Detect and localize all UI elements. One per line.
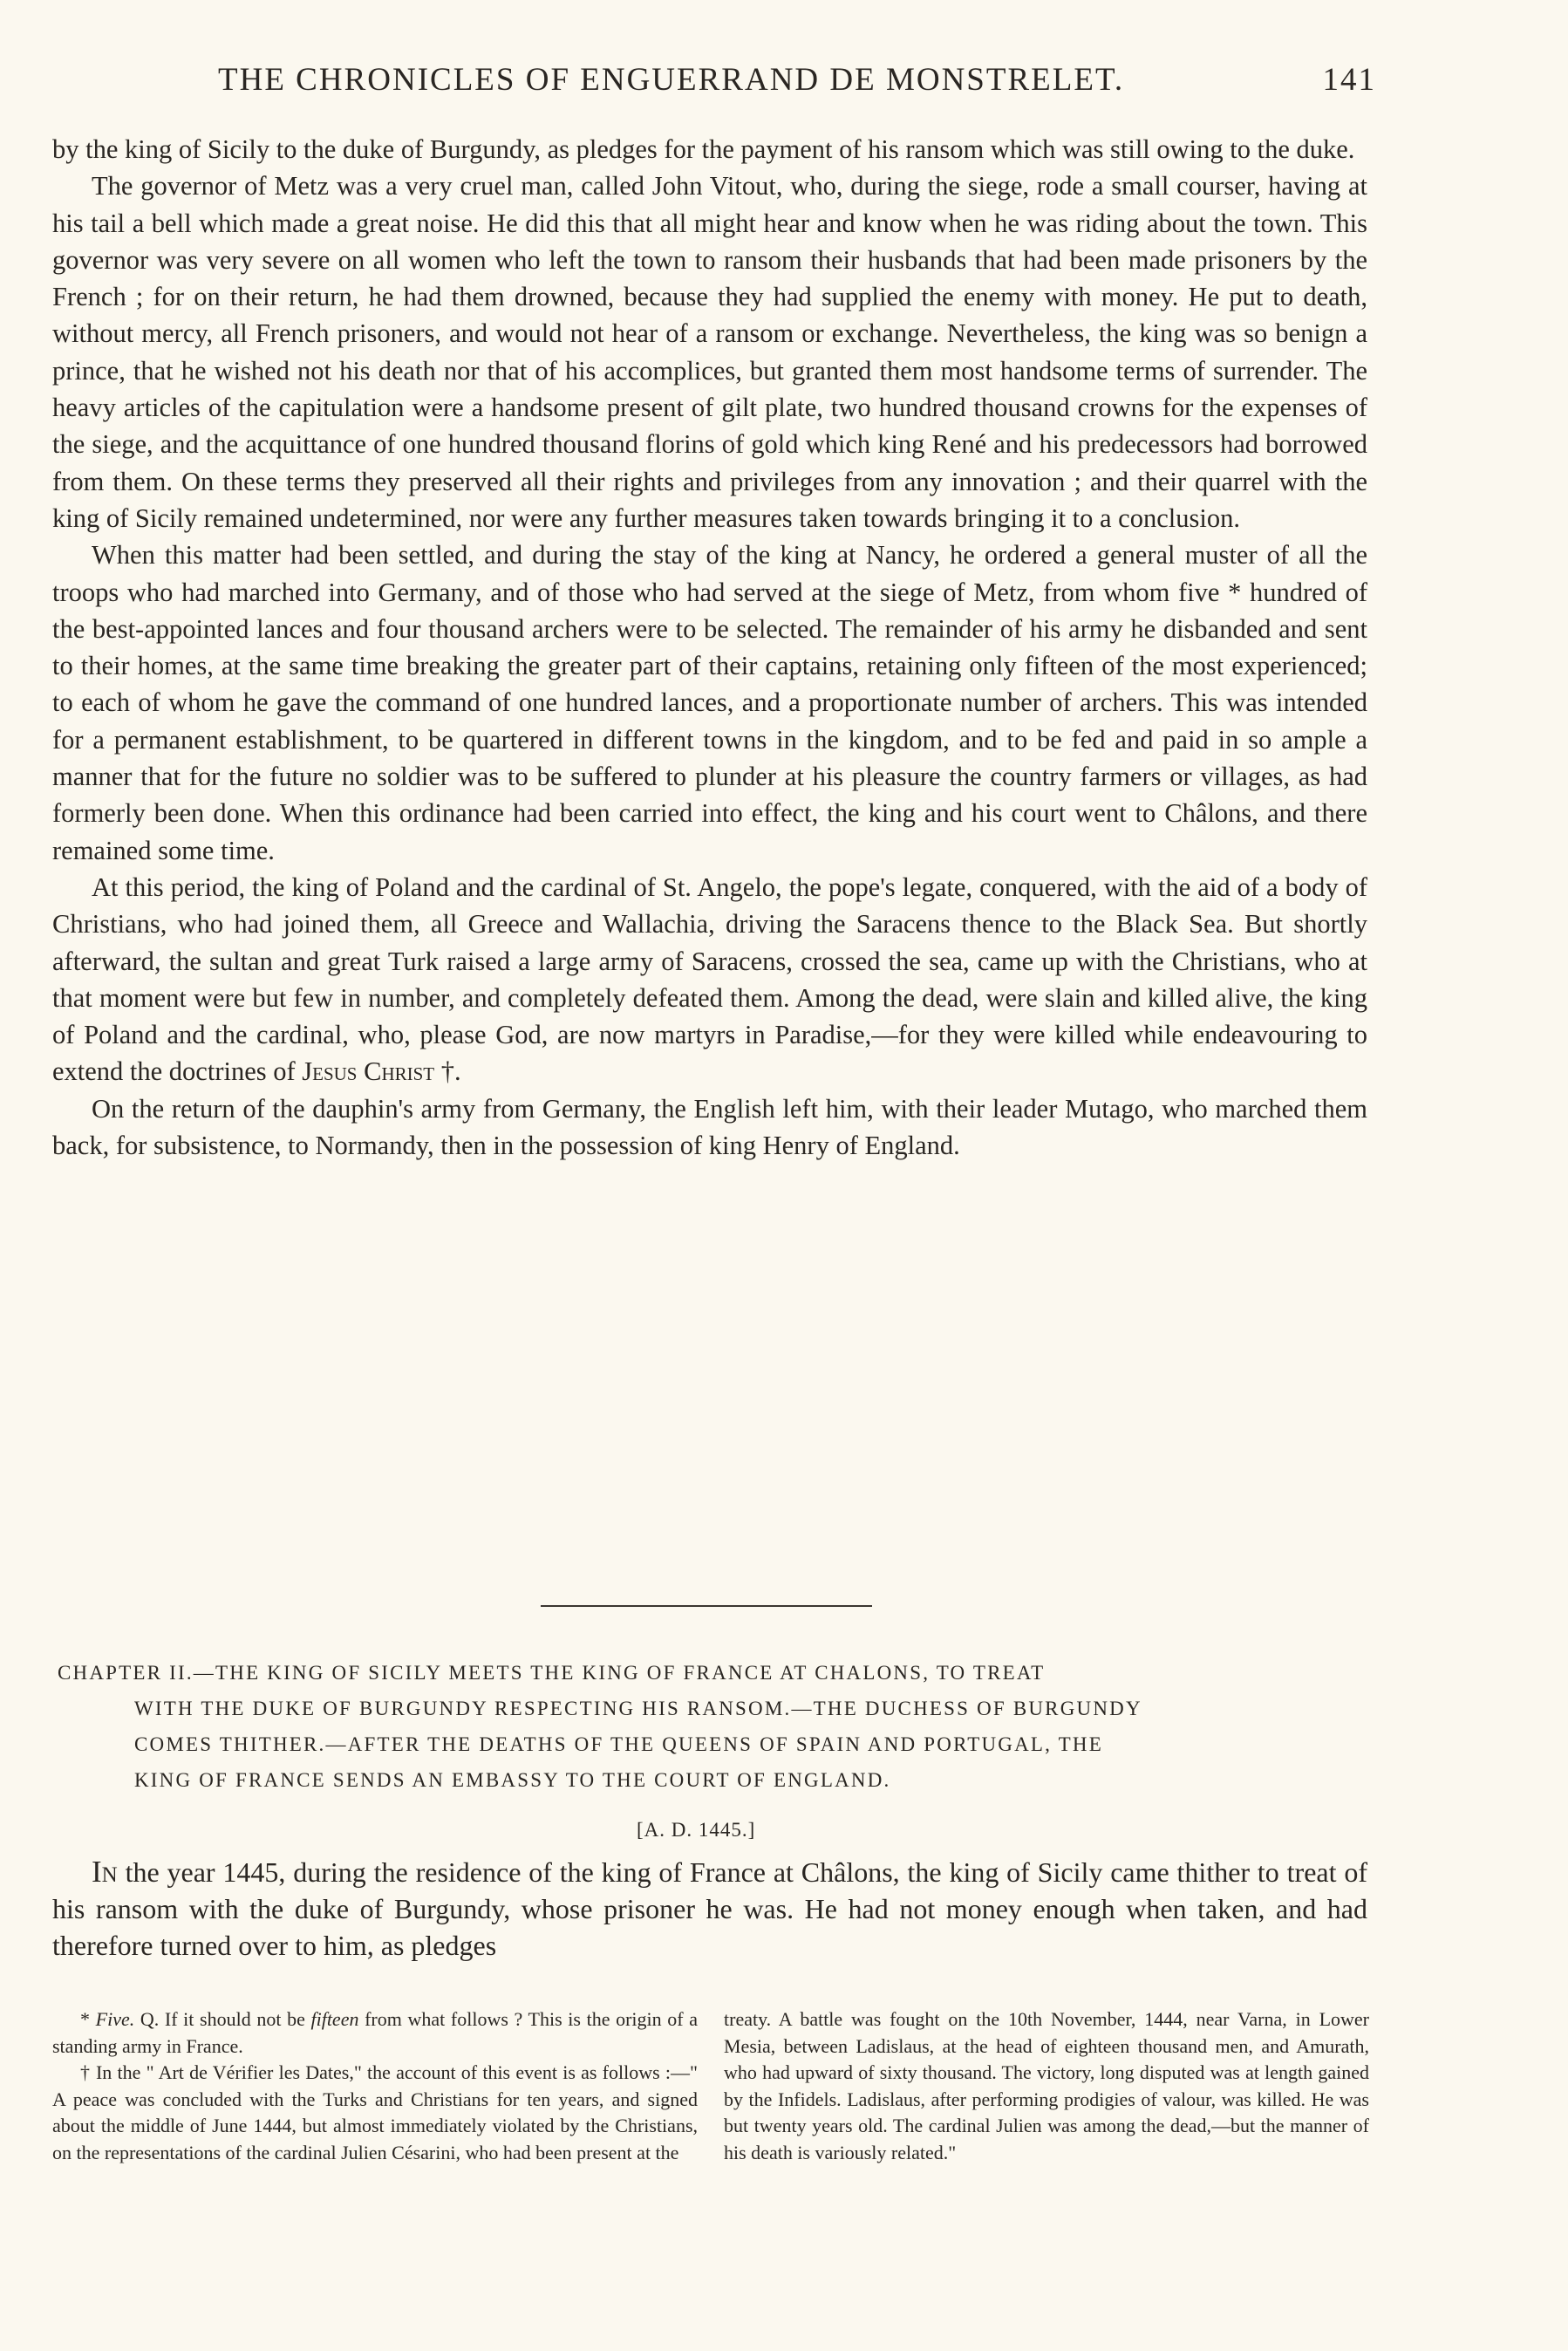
paragraph-4 [52, 869, 1367, 1090]
jesus-christ-smallcaps: Jesus Christ [302, 1056, 435, 1087]
chapter-paragraph-text: the year 1445, during the residence of the king of France at Châlons, the king of Sicily came thither to treat of his ransom with the duke of Burgundy, whose prisoner he was. He had not money enough when taken, and had therefore turned over to him, as pledges [52, 1856, 1367, 1961]
footnote-2: † In the " Art de Vérifier les Dates," the account of this event is as follows :—" A peace was concluded with the Turks and Christians for ten years, and signed about the middle of June 1444, but almost immediately violated by the Christians, on the representations of the cardinal Julien Césarini, who had been present at the [52, 2061, 698, 2163]
main-text [52, 131, 1367, 1164]
footnotes-right-column [724, 2006, 1369, 2166]
chapter-paragraph-1 [52, 1854, 1367, 1964]
footnote-1-mark: * [80, 2008, 96, 2030]
paragraph-2: The governor of Metz was a very cruel man, called John Vitout, who, during the siege, rode a small courser, having at his tail a bell which made a great noise. He did this that all might hear and know when he was riding about the town. This governor was very severe on all women who left the town to ransom their husbands that had been made prisoners by the French ; for on their return, he had them drowned, because they had supplied the enemy with money. He put to death, without mercy, all French prisoners, and would not hear of a ransom or exchange. Nevertheless, the king was so benign a prince, that he wished not his death nor that of his accomplices, but granted them most handsome terms of surrender. The heavy articles of the capitulation were a handsome present of gilt plate, two hundred thousand crowns for the expenses of the siege, and the acquittance of one hundred thousand florins of gold which king René and his predecessors had borrowed from them. On these terms they preserved all their rights and privileges from any innovation ; and their quarrel with the king of Sicily remained undetermined, nor were any further measures taken towards bringing it to a conclusion. [52, 171, 1367, 533]
running-header [52, 61, 1376, 105]
paragraph-1: by the king of Sicily to the duke of Burgundy, as pledges for the payment of his ransom which was still owing to the duke. [52, 134, 1355, 164]
paragraph-3: When this matter had been settled, and during the stay of the king at Nancy, he ordered a general muster of all the troops who had marched into Germany, and of those who had served at the siege of Metz, from whom five * hundred of the best-appointed lances and four thousand archers were to be selected. The remainder of his army he disbanded and sent to their homes, at the same time breaking the greater part of their captains, retaining only fifteen of the most experienced; to each of whom he gave the command of one hundred lances, and a proportionate number of archers. This was intended for a permanent establishment, to be quartered in different towns in the kingdom, and to be fed and paid in so ample a manner that for the future no soldier was to be suffered to plunder at his pleasure the country farmers or villages, as had formerly been done. When this ordinance had been carried into effect, the king and his court went to Châlons, and there remained some time. [52, 540, 1367, 865]
footnote-mark-dagger: †. [434, 1056, 461, 1087]
chapter-heading-line-1: CHAPTER II.—THE KING OF SICILY MEETS THE KING OF FRANCE AT CHALONS, TO TREAT [58, 1662, 1046, 1684]
section-divider [541, 1605, 872, 1607]
chapter-heading [58, 1655, 1371, 1798]
footnote-1-text-b: from what follows ? This is the origin of a standing army in France. [52, 2008, 698, 2057]
footnote-1-word: Five. [95, 2008, 135, 2030]
chapter-date: [A. D. 1445.] [637, 1819, 756, 1841]
paragraph-5: On the return of the dauphin's army from Germany, the English left him, with their leader Mutago, who marched them back, for subsistence, to Normandy, then in the possession of king Henry of England. [52, 1093, 1367, 1161]
chapter-initial-word: In [92, 1855, 118, 1889]
paragraph-4-text: At this period, the king of Poland and the cardinal of St. Angelo, the pope's legate, conquered, with the aid of a body of Christians, who had joined them, all Greece and Wallachia, driving the Saracens thence to the Black Sea. But shortly afterward, the sultan and great Turk raised a large army of Saracens, crossed the sea, came up with the Christians, who at that moment were but few in number, and completely defeated them. Among the dead, were slain and killed alive, the king of Poland and the cardinal, who, please God, are now martyrs in Paradise,—for they were killed while endeavouring to extend the doctrines of [52, 871, 1367, 1087]
footnotes-left-column [52, 2006, 698, 2166]
footnote-1 [52, 2006, 698, 2060]
footnote-1-fifteen: fifteen [310, 2008, 359, 2030]
chapter-heading-line-2: WITH THE DUKE OF BURGUNDY RESPECTING HIS RANSOM.—THE DUCHESS OF BURGUNDY [134, 1698, 1142, 1719]
footnote-1-text-a: Q. If it should not be [134, 2008, 311, 2030]
chapter-text [52, 1854, 1367, 1964]
page-number: 141 [1322, 62, 1376, 98]
chapter-heading-line-4: KING OF FRANCE SENDS AN EMBASSY TO THE COURT OF ENGLAND. [134, 1769, 891, 1791]
chapter-heading-line-3: COMES THITHER.—AFTER THE DEATHS OF THE QUEENS OF SPAIN AND PORTUGAL, THE [134, 1733, 1103, 1755]
header-title: THE CHRONICLES OF ENGUERRAND DE MONSTRELET. [218, 62, 1125, 98]
footnote-2-continued: treaty. A battle was fought on the 10th November, 1444, near Varna, in Lower Mesia, between Ladislaus, at the head of eighteen thousand men, and Amurath, who had upward of sixty thousand. The victory, long disputed was at length gained by the Infidels. Ladislaus, after performing prodigies of valour, was killed. He was but twenty years old. The cardinal Julien was among the dead,—but the manner of his death is variously related." [724, 2008, 1369, 2163]
